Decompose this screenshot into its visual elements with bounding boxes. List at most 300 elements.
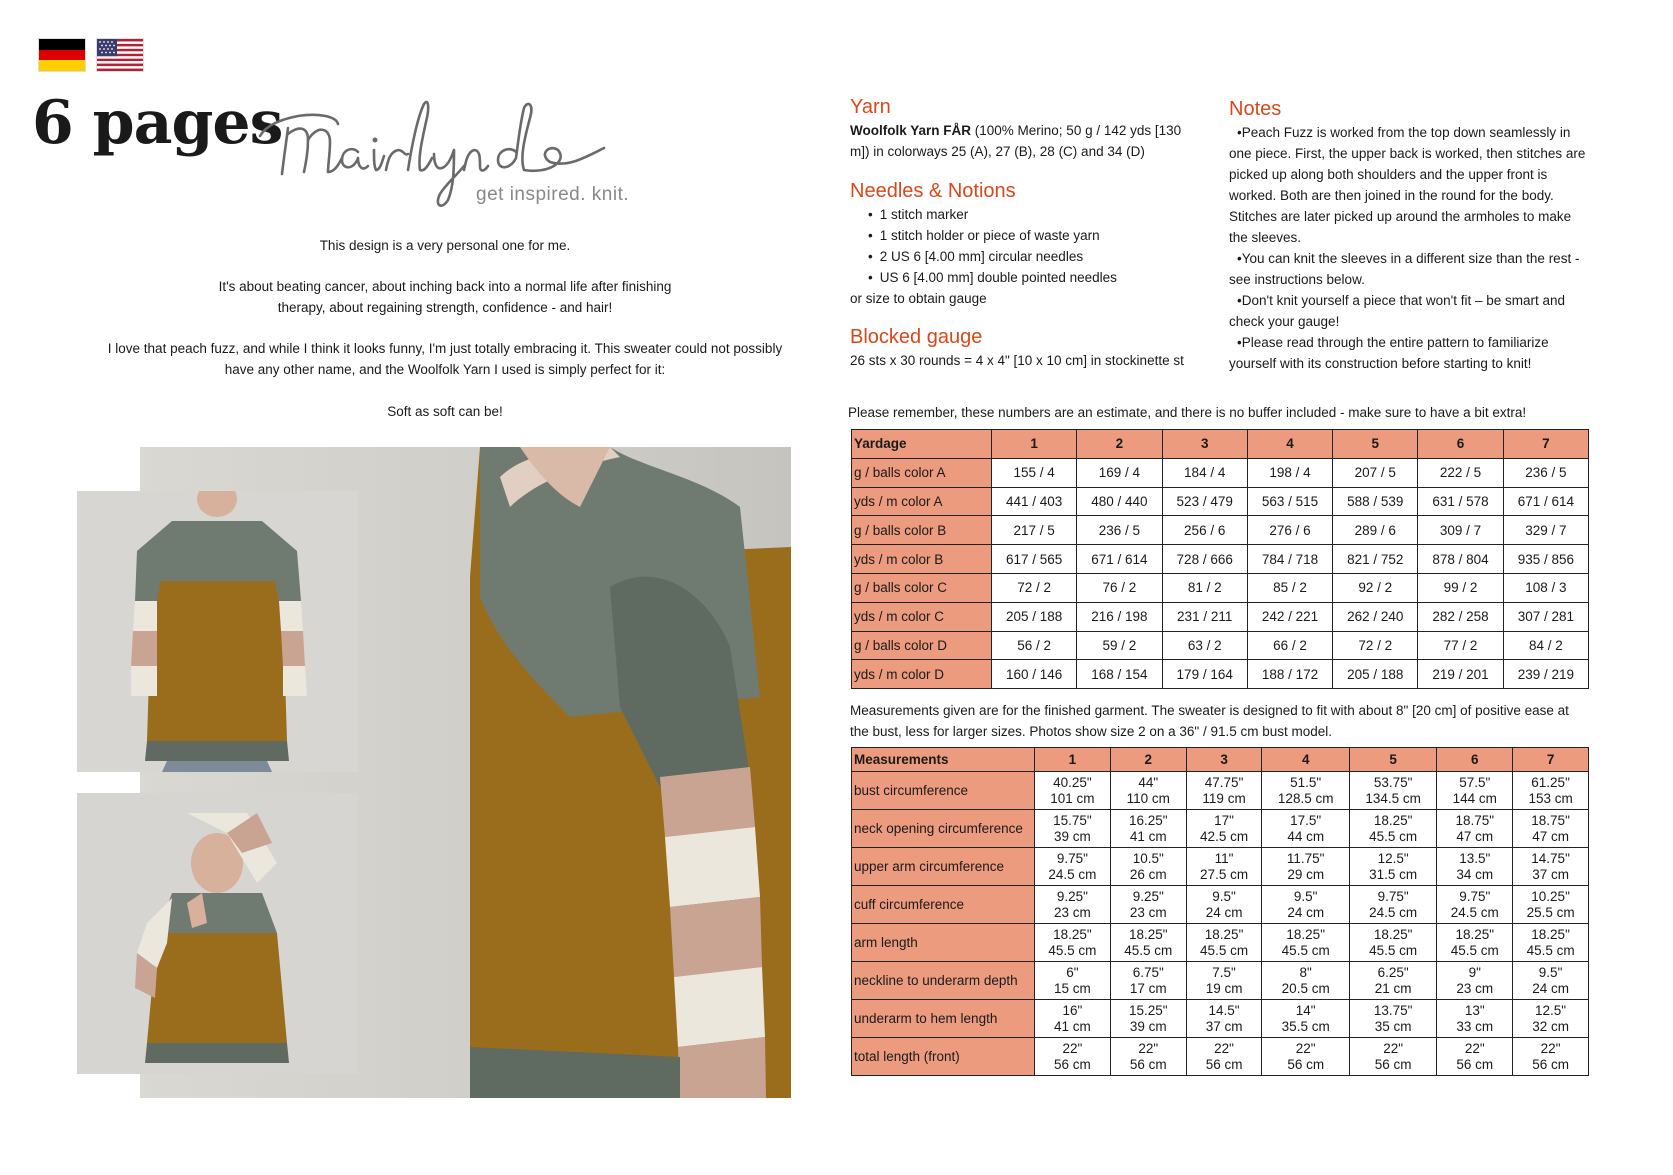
- yarn-description: [850, 120, 1195, 162]
- size-header: 6: [1437, 748, 1513, 772]
- table-cell: 441 / 403: [992, 487, 1077, 516]
- table-cell: 631 / 578: [1418, 487, 1503, 516]
- value-inches: 18.75": [1531, 812, 1570, 828]
- note-text: You can knit the sleeves in a different size than the rest - see instructions below.: [1229, 251, 1580, 287]
- table-cell: 728 / 666: [1162, 545, 1247, 574]
- note-text: Don't knit yourself a piece that won't fit – be smart and check your gauge!: [1229, 293, 1566, 329]
- size-header: 7: [1513, 748, 1589, 772]
- row-label: yds / m color D: [852, 660, 992, 689]
- value-cm: 20.5 cm: [1281, 980, 1330, 996]
- page-count-title: 6 pages: [32, 88, 283, 158]
- value-cm: 47 cm: [1532, 828, 1569, 844]
- value-cm: 47 cm: [1456, 828, 1494, 844]
- needles-list: [850, 204, 1195, 309]
- table-cell: [1035, 1000, 1111, 1038]
- value-inches: 57.5": [1459, 774, 1491, 790]
- table-cell: 523 / 479: [1162, 487, 1247, 516]
- table-cell: [1110, 962, 1186, 1000]
- value-cm: 56 cm: [1287, 1056, 1325, 1072]
- value-inches: 12.5": [1377, 850, 1409, 866]
- value-cm: 15 cm: [1054, 980, 1091, 996]
- table-cell: [1186, 1000, 1262, 1038]
- table-cell: [1437, 1000, 1513, 1038]
- table-cell: [1262, 924, 1349, 962]
- table-cell: 276 / 6: [1247, 516, 1332, 545]
- row-label: g / balls color D: [852, 631, 992, 660]
- value-cm: 45.5 cm: [1369, 942, 1418, 958]
- table-cell: 256 / 6: [1162, 516, 1247, 545]
- value-cm: 56 cm: [1374, 1056, 1412, 1072]
- value-inches: 15.75": [1053, 812, 1092, 828]
- table-cell: 205 / 188: [992, 602, 1077, 631]
- table-cell: [1349, 886, 1436, 924]
- table-cell: 563 / 515: [1247, 487, 1332, 516]
- value-inches: 11": [1214, 850, 1234, 866]
- table-cell: [1349, 772, 1436, 810]
- row-label: yds / m color B: [852, 545, 992, 574]
- table-cell: [1035, 810, 1111, 848]
- table-cell: [1513, 772, 1589, 810]
- value-cm: 19 cm: [1205, 980, 1243, 996]
- table-cell: [1035, 886, 1111, 924]
- value-cm: 41 cm: [1129, 828, 1167, 844]
- value-inches: 13.5": [1459, 850, 1491, 866]
- table-cell: [1349, 1000, 1436, 1038]
- value-inches: 9.5": [1293, 888, 1318, 904]
- table-cell: [1262, 810, 1349, 848]
- table-cell: [1262, 1038, 1349, 1076]
- table-cell: 92 / 2: [1333, 573, 1418, 602]
- intro-line: Soft as soft can be!: [387, 403, 503, 419]
- table-cell: [1262, 1000, 1349, 1038]
- row-label: upper arm circumference: [852, 848, 1035, 886]
- value-cm: 101 cm: [1050, 790, 1095, 806]
- table-cell: [1035, 962, 1111, 1000]
- value-inches: 18.25": [1373, 812, 1413, 828]
- row-label: yds / m color A: [852, 487, 992, 516]
- table-cell: 289 / 6: [1333, 516, 1418, 545]
- value-inches: 15.25": [1128, 1002, 1168, 1018]
- note-text: Please read through the entire pattern to familiarize yourself with its construction before starting to knit!: [1229, 335, 1549, 371]
- table-row: [852, 516, 1589, 545]
- table-cell: 878 / 804: [1418, 545, 1503, 574]
- sweater-photo-front: [77, 491, 358, 772]
- note-item: [1229, 248, 1589, 290]
- table-cell: [1349, 1038, 1436, 1076]
- row-label: total length (front): [852, 1038, 1035, 1076]
- value-inches: 9.75": [1459, 888, 1491, 904]
- value-cm: 37 cm: [1532, 866, 1569, 882]
- value-cm: 128.5 cm: [1277, 790, 1334, 806]
- value-inches: 51.5": [1290, 774, 1322, 790]
- table-row: [852, 810, 1589, 848]
- table-row: [852, 886, 1589, 924]
- value-cm: 56 cm: [1456, 1056, 1494, 1072]
- value-inches: 18.75": [1455, 812, 1495, 828]
- table-header-label: Yardage: [852, 430, 992, 459]
- value-cm: 134.5 cm: [1365, 790, 1421, 806]
- value-inches: 13.75": [1373, 1002, 1413, 1018]
- table-cell: 262 / 240: [1333, 602, 1418, 631]
- table-cell: [1262, 886, 1349, 924]
- table-cell: [1262, 772, 1349, 810]
- table-cell: [1110, 772, 1186, 810]
- value-inches: 16.25": [1128, 812, 1168, 828]
- value-cm: 24.5 cm: [1369, 904, 1418, 920]
- value-inches: 9.75": [1056, 850, 1088, 866]
- intro-text: [100, 236, 790, 443]
- table-cell: [1437, 848, 1513, 886]
- table-cell: [1110, 1038, 1186, 1076]
- table-cell: [1186, 1038, 1262, 1076]
- table-cell: 188 / 172: [1247, 660, 1332, 689]
- table-cell: 231 / 211: [1162, 602, 1247, 631]
- table-cell: 72 / 2: [1333, 631, 1418, 660]
- table-row: [852, 848, 1589, 886]
- table-cell: 480 / 440: [1077, 487, 1162, 516]
- table-cell: [1437, 1038, 1513, 1076]
- size-header: 5: [1333, 430, 1418, 459]
- table-cell: [1349, 848, 1436, 886]
- table-cell: [1437, 962, 1513, 1000]
- note-item: [1229, 290, 1589, 332]
- table-cell: [1035, 848, 1111, 886]
- row-label: yds / m color C: [852, 602, 992, 631]
- value-cm: 23 cm: [1456, 980, 1494, 996]
- table-cell: [1110, 848, 1186, 886]
- value-inches: 12.5": [1535, 1002, 1567, 1018]
- value-cm: 42.5 cm: [1200, 828, 1249, 844]
- table-cell: 85 / 2: [1247, 573, 1332, 602]
- table-cell: 179 / 164: [1162, 660, 1247, 689]
- value-cm: 56 cm: [1054, 1056, 1091, 1072]
- value-cm: 45.5 cm: [1124, 942, 1173, 958]
- value-cm: 56 cm: [1129, 1056, 1167, 1072]
- value-cm: 23 cm: [1054, 904, 1091, 920]
- logo-tagline: get inspired. knit.: [476, 184, 630, 205]
- value-cm: 24 cm: [1205, 904, 1243, 920]
- value-inches: 53.75": [1373, 774, 1413, 790]
- value-cm: 27.5 cm: [1200, 866, 1249, 882]
- value-inches: 6.75": [1132, 964, 1164, 980]
- value-cm: 45.5 cm: [1369, 828, 1418, 844]
- value-cm: 31.5 cm: [1369, 866, 1418, 882]
- size-header: 6: [1418, 430, 1503, 459]
- value-cm: 35.5 cm: [1281, 1018, 1330, 1034]
- row-label: bust circumference: [852, 772, 1035, 810]
- value-inches: 14": [1295, 1002, 1316, 1018]
- table-cell: 72 / 2: [992, 573, 1077, 602]
- table-cell: 935 / 856: [1503, 545, 1588, 574]
- table-cell: 784 / 718: [1247, 545, 1332, 574]
- value-cm: 26 cm: [1129, 866, 1167, 882]
- value-cm: 24.5 cm: [1048, 866, 1097, 882]
- table-cell: 108 / 3: [1503, 573, 1588, 602]
- us-flag-icon[interactable]: [96, 38, 144, 72]
- value-cm: 153 cm: [1528, 790, 1573, 806]
- table-row: [852, 631, 1589, 660]
- value-cm: 39 cm: [1129, 1018, 1167, 1034]
- table-cell: 307 / 281: [1503, 602, 1588, 631]
- size-header: 3: [1186, 748, 1262, 772]
- value-cm: 45.5 cm: [1048, 942, 1097, 958]
- value-inches: 14.5": [1208, 1002, 1240, 1018]
- table-cell: 207 / 5: [1333, 458, 1418, 487]
- table-cell: 160 / 146: [992, 660, 1077, 689]
- table-row: [852, 962, 1589, 1000]
- table-cell: 169 / 4: [1077, 458, 1162, 487]
- table-cell: 236 / 5: [1077, 516, 1162, 545]
- value-cm: 110 cm: [1126, 790, 1170, 806]
- value-cm: 45.5 cm: [1200, 942, 1249, 958]
- value-inches: 22": [1062, 1040, 1083, 1056]
- table-cell: [1186, 962, 1262, 1000]
- table-row: [852, 924, 1589, 962]
- size-header: 4: [1247, 430, 1332, 459]
- table-cell: [1186, 772, 1262, 810]
- value-inches: 22": [1138, 1040, 1159, 1056]
- table-cell: [1437, 924, 1513, 962]
- table-cell: 205 / 188: [1333, 660, 1418, 689]
- value-inches: 18.25": [1455, 926, 1495, 942]
- yardage-disclaimer: Please remember, these numbers are an estimate, and there is no buffer included - make sure to have a bit extra!: [848, 405, 1527, 420]
- value-cm: 21 cm: [1374, 980, 1412, 996]
- note-item: [1229, 122, 1589, 248]
- value-cm: 24 cm: [1532, 980, 1569, 996]
- value-inches: 17": [1214, 812, 1234, 828]
- value-cm: 35 cm: [1374, 1018, 1412, 1034]
- value-cm: 45.5 cm: [1281, 942, 1330, 958]
- table-row: [852, 458, 1589, 487]
- table-row: [852, 602, 1589, 631]
- table-cell: 671 / 614: [1503, 487, 1588, 516]
- table-cell: [1513, 848, 1589, 886]
- table-cell: [1513, 924, 1589, 962]
- value-cm: 24 cm: [1287, 904, 1325, 920]
- table-cell: [1513, 886, 1589, 924]
- value-cm: 44 cm: [1287, 828, 1325, 844]
- value-cm: 29 cm: [1287, 866, 1325, 882]
- table-cell: 239 / 219: [1503, 660, 1588, 689]
- value-inches: 18.25": [1128, 926, 1168, 942]
- value-inches: 18.25": [1286, 926, 1325, 942]
- table-cell: [1035, 1038, 1111, 1076]
- value-inches: 40.25": [1053, 774, 1092, 790]
- table-cell: [1262, 848, 1349, 886]
- table-cell: [1349, 962, 1436, 1000]
- needles-item: • 1 stitch holder or piece of waste yarn: [868, 225, 1195, 246]
- value-inches: 11.75": [1286, 850, 1325, 866]
- row-label: g / balls color A: [852, 458, 992, 487]
- table-cell: 588 / 539: [1333, 487, 1418, 516]
- notes-list: [1229, 122, 1589, 374]
- value-inches: 16": [1062, 1002, 1083, 1018]
- size-header: 1: [1035, 748, 1111, 772]
- value-inches: 18.25": [1373, 926, 1413, 942]
- german-flag-icon[interactable]: [38, 38, 86, 72]
- table-cell: [1513, 810, 1589, 848]
- table-cell: 76 / 2: [1077, 573, 1162, 602]
- value-cm: 56 cm: [1205, 1056, 1243, 1072]
- measurements-note: Measurements given are for the finished garment. The sweater is designed to fit with about 8" [20 cm] of positive ease at the bust, less for larger sizes. Photos show size 2 on a 36" / 91.5 cm bust model.: [850, 703, 1569, 739]
- size-header: 2: [1077, 430, 1162, 459]
- table-cell: 309 / 7: [1418, 516, 1503, 545]
- intro-line: It's about beating cancer, about inching back into a normal life after finishing therapy, about regaining strength, confidence - and hair!: [218, 279, 672, 316]
- value-cm: 41 cm: [1054, 1018, 1091, 1034]
- table-cell: [1437, 886, 1513, 924]
- row-label: g / balls color B: [852, 516, 992, 545]
- value-inches: 9.25": [1056, 888, 1088, 904]
- table-cell: 155 / 4: [992, 458, 1077, 487]
- table-row: [852, 1000, 1589, 1038]
- value-inches: 9.25": [1132, 888, 1164, 904]
- table-cell: 59 / 2: [1077, 631, 1162, 660]
- value-inches: 14.75": [1531, 850, 1570, 866]
- table-cell: 217 / 5: [992, 516, 1077, 545]
- value-cm: 32 cm: [1532, 1018, 1569, 1034]
- table-cell: 282 / 258: [1418, 602, 1503, 631]
- table-row: [852, 772, 1589, 810]
- table-cell: 617 / 565: [992, 545, 1077, 574]
- table-cell: [1349, 924, 1436, 962]
- value-inches: 17.5": [1290, 812, 1322, 828]
- table-cell: [1186, 924, 1262, 962]
- table-cell: [1186, 848, 1262, 886]
- value-inches: 9.5": [1212, 888, 1236, 904]
- table-cell: 242 / 221: [1247, 602, 1332, 631]
- value-cm: 45.5 cm: [1526, 942, 1575, 958]
- table-cell: [1186, 886, 1262, 924]
- table-cell: [1513, 962, 1589, 1000]
- table-row: [852, 1038, 1589, 1076]
- table-cell: 77 / 2: [1418, 631, 1503, 660]
- table-cell: [1513, 1038, 1589, 1076]
- size-header: 3: [1162, 430, 1247, 459]
- value-inches: 61.25": [1531, 774, 1570, 790]
- table-row: [852, 573, 1589, 602]
- value-cm: 33 cm: [1456, 1018, 1494, 1034]
- needles-item: • 1 stitch marker: [868, 204, 1195, 225]
- table-cell: 219 / 201: [1418, 660, 1503, 689]
- row-label: cuff circumference: [852, 886, 1035, 924]
- value-cm: 56 cm: [1532, 1056, 1569, 1072]
- value-inches: 22": [1214, 1040, 1234, 1056]
- value-cm: 34 cm: [1456, 866, 1494, 882]
- table-cell: 99 / 2: [1418, 573, 1503, 602]
- gauge-heading: Blocked gauge: [850, 326, 983, 348]
- table-row: [852, 545, 1589, 574]
- table-row: [852, 487, 1589, 516]
- notes-heading: Notes: [1229, 98, 1282, 120]
- table-cell: 81 / 2: [1162, 573, 1247, 602]
- size-header: 7: [1503, 430, 1588, 459]
- intro-line: I love that peach fuzz, and while I think it looks funny, I'm just totally embracing it. This sweater could not possibly have any other name, and the Woolfolk Yarn I used is simply perfect for it:: [107, 341, 783, 378]
- row-label: arm length: [852, 924, 1035, 962]
- value-inches: 13": [1464, 1002, 1485, 1018]
- row-label: underarm to hem length: [852, 1000, 1035, 1038]
- table-header-row: [852, 430, 1589, 459]
- table-cell: 216 / 198: [1077, 602, 1162, 631]
- value-inches: 44": [1138, 774, 1159, 790]
- table-cell: 222 / 5: [1418, 458, 1503, 487]
- needles-footer: or size to obtain gauge: [850, 291, 987, 306]
- value-inches: 6": [1066, 964, 1079, 980]
- value-cm: 23 cm: [1129, 904, 1167, 920]
- value-cm: 25.5 cm: [1526, 904, 1575, 920]
- measurements-table: [851, 747, 1589, 1076]
- value-cm: 144 cm: [1452, 790, 1497, 806]
- yarn-heading: Yarn: [850, 96, 891, 118]
- needles-heading: Needles & Notions: [850, 180, 1016, 202]
- table-row: [852, 660, 1589, 689]
- table-cell: 236 / 5: [1503, 458, 1588, 487]
- value-cm: 39 cm: [1054, 828, 1091, 844]
- table-cell: [1035, 924, 1111, 962]
- table-cell: 821 / 752: [1333, 545, 1418, 574]
- table-cell: 168 / 154: [1077, 660, 1162, 689]
- value-inches: 6.25": [1377, 964, 1409, 980]
- value-inches: 10.25": [1531, 888, 1570, 904]
- table-cell: 184 / 4: [1162, 458, 1247, 487]
- needles-item: • 2 US 6 [4.00 mm] circular needles: [868, 246, 1195, 267]
- table-cell: 56 / 2: [992, 631, 1077, 660]
- value-inches: 22": [1540, 1040, 1561, 1056]
- yarn-name: Woolfolk Yarn FÅR: [850, 123, 972, 138]
- table-cell: [1035, 772, 1111, 810]
- value-inches: 10.5": [1132, 850, 1164, 866]
- value-inches: 22": [1383, 1040, 1404, 1056]
- table-cell: [1110, 1000, 1186, 1038]
- row-label: neckline to underarm depth: [852, 962, 1035, 1000]
- size-header: 1: [992, 430, 1077, 459]
- value-inches: 8": [1299, 964, 1312, 980]
- value-inches: 9": [1468, 964, 1481, 980]
- table-cell: 329 / 7: [1503, 516, 1588, 545]
- table-cell: [1513, 1000, 1589, 1038]
- table-cell: [1437, 810, 1513, 848]
- value-inches: 9.5": [1538, 964, 1563, 980]
- table-cell: 671 / 614: [1077, 545, 1162, 574]
- yardage-table: [851, 429, 1589, 689]
- value-cm: 17 cm: [1129, 980, 1167, 996]
- table-cell: [1110, 924, 1186, 962]
- table-cell: 84 / 2: [1503, 631, 1588, 660]
- value-inches: 7.5": [1212, 964, 1236, 980]
- table-cell: [1262, 962, 1349, 1000]
- table-cell: 66 / 2: [1247, 631, 1332, 660]
- value-inches: 22": [1464, 1040, 1485, 1056]
- needles-item: • US 6 [4.00 mm] double pointed needles: [868, 267, 1195, 288]
- value-inches: 22": [1295, 1040, 1316, 1056]
- yarn-details: (100% Merino; 50 g / 142 yds [130 m]) in colorways 25 (A), 27 (B), 28 (C) and 34 (D): [850, 123, 1182, 159]
- value-inches: 18.25": [1204, 926, 1244, 942]
- note-item: [1229, 332, 1589, 374]
- value-inches: 9.75": [1377, 888, 1409, 904]
- intro-line: This design is a very personal one for me.: [319, 238, 571, 253]
- size-header: 2: [1110, 748, 1186, 772]
- value-cm: 45.5 cm: [1450, 942, 1499, 958]
- value-inches: 18.25": [1531, 926, 1570, 942]
- row-label: neck opening circumference: [852, 810, 1035, 848]
- size-header: 4: [1262, 748, 1349, 772]
- table-header-row: [852, 748, 1589, 772]
- table-cell: 63 / 2: [1162, 631, 1247, 660]
- table-header-label: Measurements: [852, 748, 1035, 772]
- table-cell: [1110, 886, 1186, 924]
- table-cell: 198 / 4: [1247, 458, 1332, 487]
- table-cell: [1437, 772, 1513, 810]
- value-cm: 24.5 cm: [1450, 904, 1499, 920]
